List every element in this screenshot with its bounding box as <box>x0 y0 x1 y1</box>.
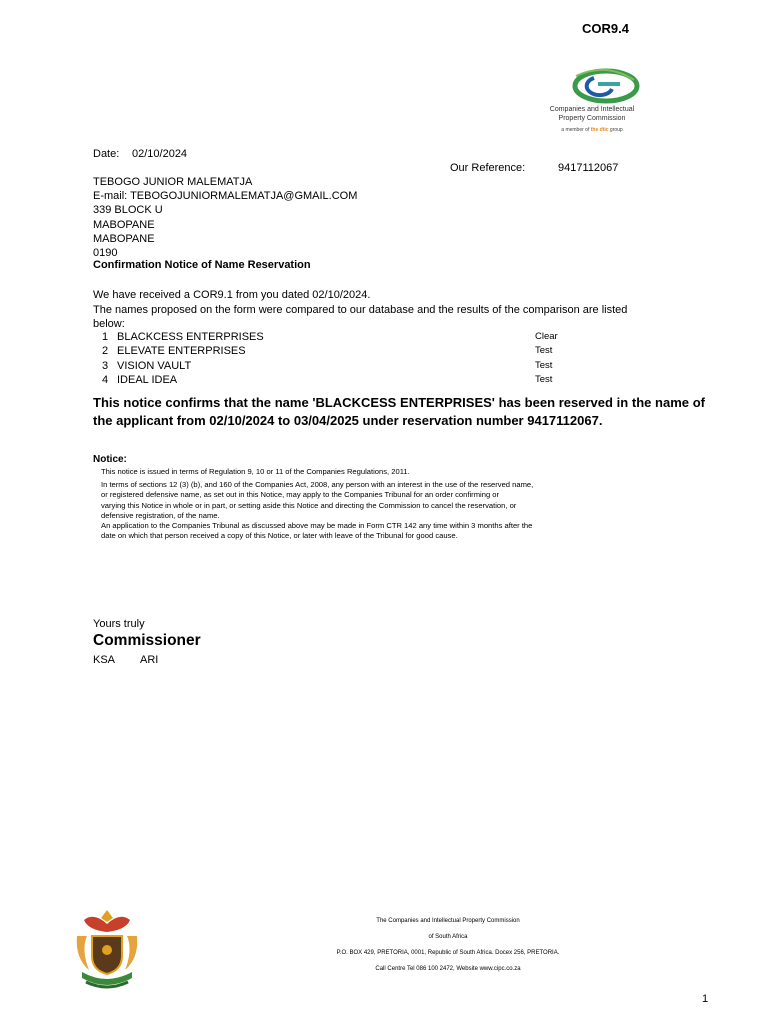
footer-line: P.O. BOX 429, PRETORIA, 0001, Republic of South Africa. Docex 256, PRETORIA. <box>336 950 560 956</box>
address-line: MABOPANE <box>93 232 155 245</box>
name-status: Test <box>535 373 553 385</box>
logo-member-prefix: a member of <box>561 127 590 133</box>
notice-body <box>101 467 641 541</box>
notice-line: or registered defensive name, as set out in this Notice, may apply to the Companies Tribunal for an order confirming or <box>101 490 500 500</box>
proposed-name: BLACKCESS ENTERPRISES <box>117 331 264 343</box>
name-number: 3 <box>102 359 109 372</box>
address-line: TEBOGO JUNIOR MALEMATJA <box>93 176 253 188</box>
name-number: 1 <box>102 331 109 343</box>
name-status: Clear <box>535 331 558 342</box>
list-item <box>93 330 573 344</box>
notice-line: An application to the Companies Tribunal as discussed above may be made in Form CTR 142 any time within 3 months after the <box>101 521 533 531</box>
document-title: Confirmation Notice of Name Reservation <box>93 259 311 271</box>
proposed-name: IDEAL IDEA <box>117 373 178 386</box>
logo-line-1: Companies and Intellectual <box>549 106 635 113</box>
proposed-names-list <box>93 330 573 387</box>
reference-label: Our Reference: <box>450 162 526 174</box>
compared-text: The names proposed on the form were compared to our database and the results of the comparison are listed below: <box>93 304 628 330</box>
date-value: 02/10/2024 <box>132 148 188 160</box>
initials-ari: ARI <box>140 654 159 666</box>
name-status: Test <box>535 345 553 357</box>
logo-line-2: Property Commission <box>558 114 626 122</box>
name-status: Test <box>535 359 553 371</box>
footer-line: The Companies and Intellectual Property Commission <box>376 918 520 924</box>
proposed-name: VISION VAULT <box>117 359 192 372</box>
received-text: We have received a COR9.1 from you dated 02/10/2024. <box>93 289 371 301</box>
name-number: 4 <box>102 373 109 386</box>
list-item <box>93 359 573 373</box>
initials-ksa: KSA <box>93 654 116 666</box>
address-line: 0190 <box>93 247 118 260</box>
name-number: 2 <box>102 345 109 358</box>
logo-member-suffix: group <box>609 127 623 133</box>
notice-line: date on which that person received a copy of this Notice, or later with leave of the Tribunal for good cause. <box>101 531 458 541</box>
proposed-name: ELEVATE ENTERPRISES <box>117 345 246 358</box>
footer-line: of South Africa <box>428 934 468 940</box>
cipc-logo <box>536 54 674 154</box>
closing-text: Yours truly <box>93 618 145 630</box>
list-item <box>93 344 573 358</box>
notice-line: In terms of sections 12 (3) (b), and 160 of the Companies Act, 2008, any person with an interest in the use of the reserved name, <box>101 480 534 490</box>
page-number: 1 <box>702 993 709 1005</box>
list-item <box>93 373 573 387</box>
notice-heading: Notice: <box>93 454 127 465</box>
address-line: 339 BLOCK U <box>93 204 163 217</box>
logo-member-line <box>536 127 648 133</box>
cipc-logo-mark-icon <box>536 54 648 104</box>
address-line: MABOPANE <box>93 218 155 231</box>
address-line: E-mail: TEBOGOJUNIORMALEMATJA@GMAIL.COM <box>93 190 358 203</box>
footer <box>300 918 596 982</box>
form-code: COR9.4 <box>582 21 629 36</box>
signatory-title: Commissioner <box>93 632 201 649</box>
notice-line: varying this Notice in whole or in part, or setting aside this Notice and directing the Commission to cancel the reservation, or <box>101 500 517 510</box>
recipient-address <box>93 175 357 260</box>
confirmation-statement: This notice confirms that the name 'BLACKCESS ENTERPRISES' has been reserved in the name of the applicant from 02/10/2024 to 03/04/2025 under reservation number 9417112067. <box>93 395 705 428</box>
logo-member-group: the dtic <box>590 127 609 133</box>
reference-value: 9417112067 <box>558 162 619 174</box>
coat-of-arms-icon <box>72 906 142 992</box>
date-label: Date: <box>93 148 120 160</box>
notice-line: defensive registration, of the name. <box>101 510 220 520</box>
footer-line: Call Centre Tel 086 100 2472, Website www.cipc.co.za <box>375 966 521 972</box>
notice-line: This notice is issued in terms of Regulation 9, 10 or 11 of the Companies Regulations, 2011. <box>101 467 410 476</box>
